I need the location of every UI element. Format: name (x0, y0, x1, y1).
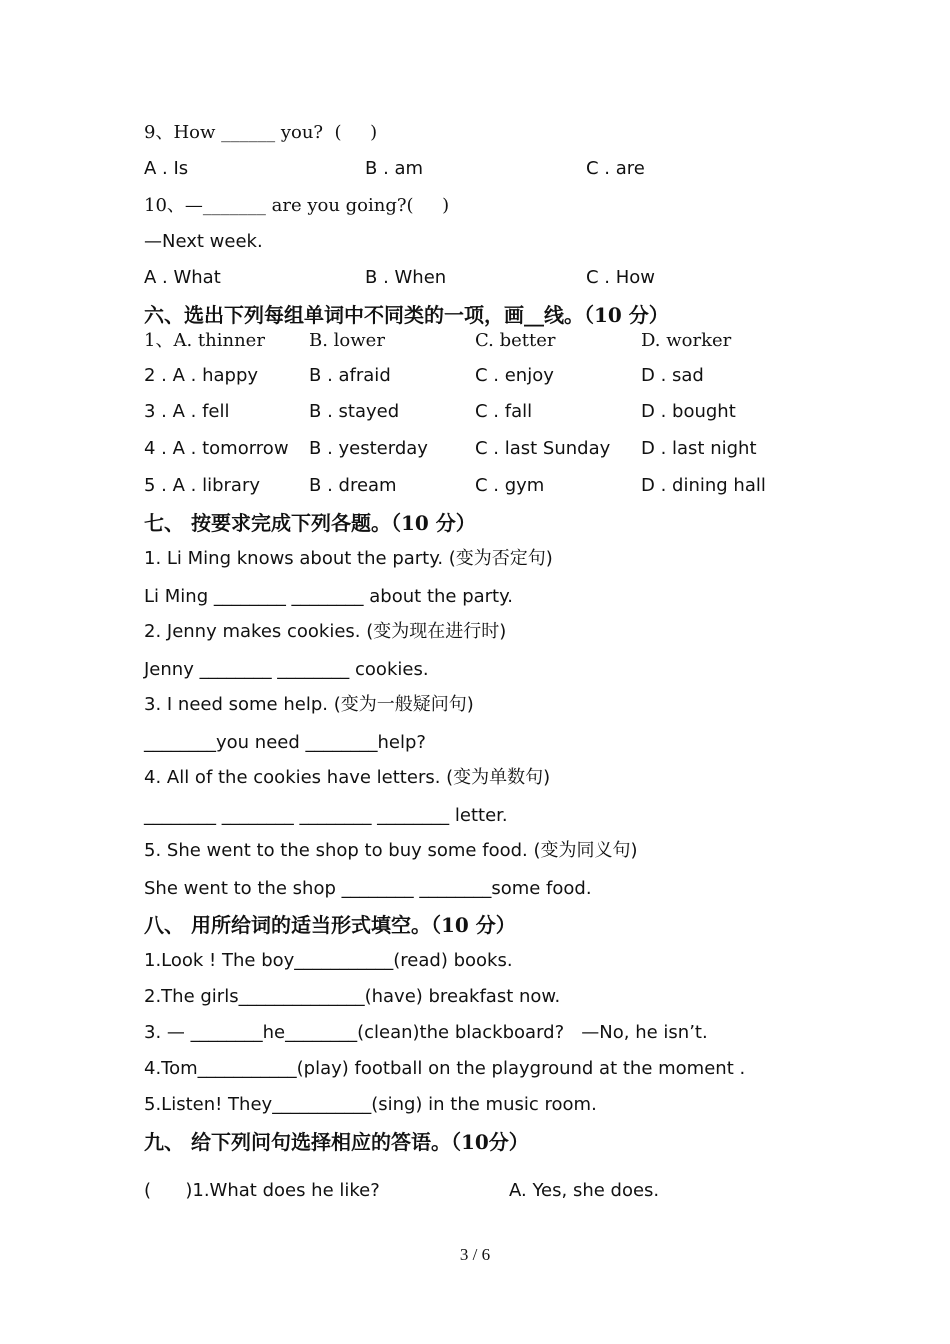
s6-row3-option-a: 3 . A . fell (144, 401, 230, 422)
q10-option-c: C . How (586, 267, 656, 288)
s6-row5-option-b: B . dream (309, 475, 397, 496)
s6-row5-option-a: 5 . A . library (144, 475, 261, 496)
s6-row2-option-c: C . enjoy (475, 365, 554, 386)
s6-row1-option-b: B. lower (309, 330, 385, 351)
s8-q2: 2.The girls______________(have) breakfast now. (144, 986, 561, 1007)
s8-q1: 1.Look ! The boy___________(read) books. (144, 950, 513, 971)
s8-q4: 4.Tom___________(play) football on the playground at the moment . (144, 1058, 746, 1079)
s7-q2: 2. Jenny makes cookies. (变为现在进行时) (144, 621, 507, 642)
s7-q3-answer: ________you need ________help? (144, 732, 426, 753)
s6-row3-option-c: C . fall (475, 401, 533, 422)
s7-q3: 3. I need some help. (变为一般疑问句) (144, 694, 474, 715)
s9-answer-a: A. Yes, she does. (509, 1180, 660, 1201)
q9-option-c: C . are (586, 158, 645, 179)
s6-row1-option-a: 1、A. thinner (144, 330, 265, 351)
s7-q4: 4. All of the cookies have letters. (变为单数句) (144, 767, 551, 788)
q9-stem: 9、How ______ you? ( ) (144, 122, 378, 143)
section9-title: 九、 给下列问句选择相应的答语。（10分） (144, 1130, 529, 1154)
section8-title: 八、 用所给词的适当形式填空。（10 分） (144, 913, 516, 937)
s6-row4-option-c: C . last Sunday (475, 438, 611, 459)
s8-q5: 5.Listen! They___________(sing) in the music room. (144, 1094, 597, 1115)
s7-q1: 1. Li Ming knows about the party. (变为否定句) (144, 548, 553, 569)
q9-option-b: B . am (365, 158, 424, 179)
s7-q5-answer: She went to the shop ________ ________some food. (144, 878, 592, 899)
s6-row1-option-d: D. worker (641, 330, 732, 351)
s6-row4-option-b: B . yesterday (309, 438, 428, 459)
s6-row2-option-d: D . sad (641, 365, 704, 386)
s6-row2-option-b: B . afraid (309, 365, 391, 386)
s7-q5: 5. She went to the shop to buy some food. (变为同义句) (144, 840, 638, 861)
s7-q1-answer: Li Ming ________ ________ about the party. (144, 586, 513, 607)
s7-q2-answer: Jenny ________ ________ cookies. (144, 659, 429, 680)
q10-stem: 10、—_______ are you going?( ) (144, 195, 450, 216)
s6-row5-option-c: C . gym (475, 475, 545, 496)
s6-row3-option-d: D . bought (641, 401, 736, 422)
s6-row4-option-a: 4 . A . tomorrow (144, 438, 289, 459)
s6-row5-option-d: D . dining hall (641, 475, 766, 496)
s6-row1-option-c: C. better (475, 330, 556, 351)
page-number: 3 / 6 (459, 1245, 491, 1264)
s6-row4-option-d: D . last night (641, 438, 757, 459)
s9-q1: ( )1.What does he like? (144, 1180, 380, 1201)
s8-q3: 3. — ________he________(clean)the blackboard? —No, he isn’t. (144, 1022, 708, 1043)
q9-option-a: A . Is (144, 158, 189, 179)
q10-option-b: B . When (365, 267, 447, 288)
s6-row2-option-a: 2 . A . happy (144, 365, 259, 386)
s7-q4-answer: ________ ________ ________ ________ letter. (144, 805, 508, 826)
q10-option-a: A . What (144, 267, 221, 288)
q10-answer-line: —Next week. (144, 231, 263, 252)
section6-title: 六、选出下列每组单词中不同类的一项，画__线。（10 分） (144, 303, 669, 327)
section7-title: 七、 按要求完成下列各题。（10 分） (144, 511, 476, 535)
s6-row3-option-b: B . stayed (309, 401, 400, 422)
